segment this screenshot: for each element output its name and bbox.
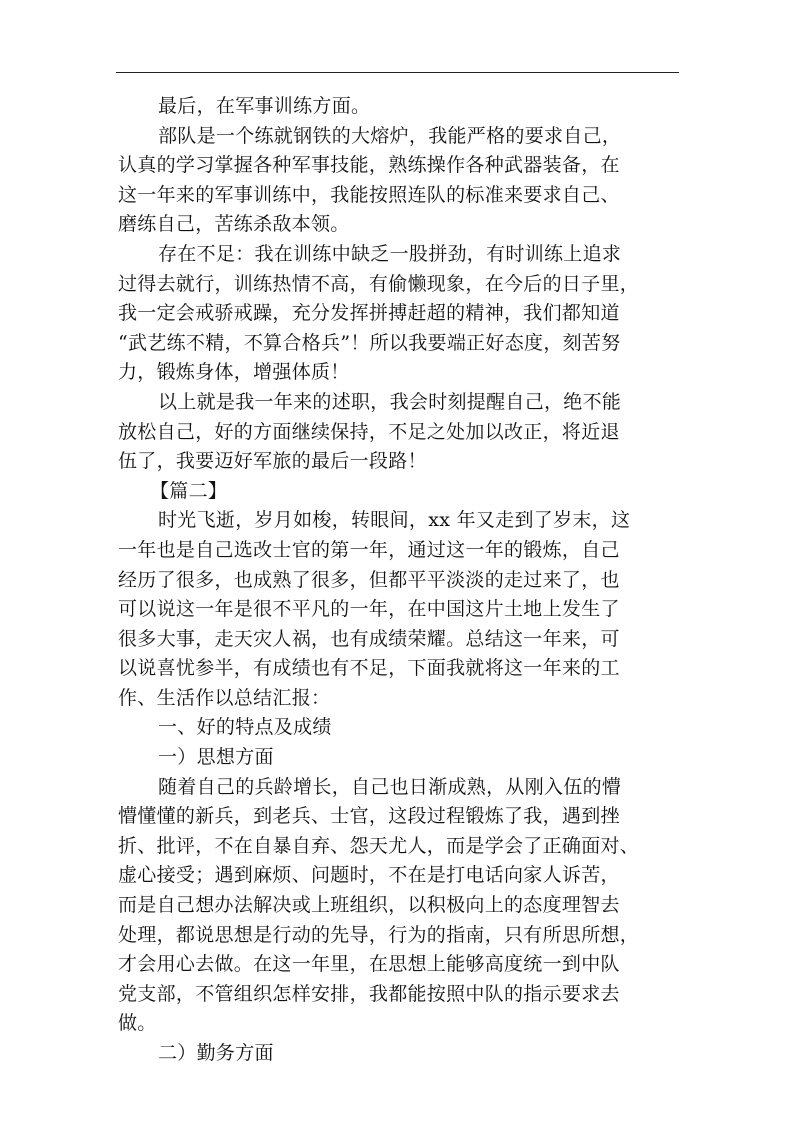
text-line: 虚心接受；遇到麻烦、问题时，不在是打电话向家人诉苦， xyxy=(118,864,620,887)
text-line: 我一定会戒骄戒躁，充分发挥拼搏赶超的精神，我们都知道 xyxy=(118,302,620,325)
text-line: 部队是一个练就钢铁的大熔炉，我能严格的要求自己， xyxy=(158,124,622,147)
header-rule xyxy=(116,72,679,73)
text-line: 伍了，我要迈好军旅的最后一段路！ xyxy=(118,450,427,473)
section-heading: 【篇二】 xyxy=(150,479,228,502)
subsection-heading: 一、好的特点及成绩 xyxy=(158,716,332,739)
text-line: 认真的学习掌握各种军事技能，熟练操作各种武器装备，在 xyxy=(118,154,620,177)
text-line: 懵懂懂的新兵，到老兵、士官，这段过程锻炼了我，遇到挫 xyxy=(118,805,620,828)
text-line: 折、批评，不在自暴自弃、怨天尤人，而是学会了正确面对、 xyxy=(118,834,640,857)
text-line: 这一年来的军事训练中，我能按照连队的标准来要求自己、 xyxy=(118,183,620,206)
text-line: 时光飞逝，岁月如梭，转眼间，xx 年又走到了岁末，这 xyxy=(158,509,631,532)
text-line: 过得去就行，训练热情不高，有偷懒现象，在今后的日子里， xyxy=(118,272,640,295)
text-line: “武艺练不精，不算合格兵”！所以我要端正好态度，刻苦努 xyxy=(118,331,621,354)
text-line: 随着自己的兵龄增长，自己也日渐成熟，从刚入伍的懵 xyxy=(158,775,622,798)
document-body xyxy=(118,92,678,1069)
text-line: 一年也是自己选改士官的第一年，通过这一年的锻炼，自己 xyxy=(118,538,620,561)
text-line: 才会用心去做。在这一年里，在思想上能够高度统一到中队 xyxy=(118,953,620,976)
text-line: 做。 xyxy=(118,1012,157,1035)
text-line: 力，锻炼身体，增强体质！ xyxy=(118,361,350,384)
text-line: 放松自己，好的方面继续保持，不足之处加以改正，将近退 xyxy=(118,420,620,443)
text-line: 经历了很多，也成熟了很多，但都平平淡淡的走过来了，也 xyxy=(118,568,620,591)
text-line: 以说喜忧参半，有成绩也有不足，下面我就将这一年来的工 xyxy=(118,657,620,680)
text-line: 处理，都说思想是行动的先导，行为的指南，只有所思所想， xyxy=(118,923,640,946)
text-line: 存在不足：我在训练中缺乏一股拼劲，有时训练上追求 xyxy=(158,242,622,265)
text-line: 可以说这一年是很不平凡的一年，在中国这片土地上发生了 xyxy=(118,598,620,621)
text-line: 作、生活作以总结汇报： xyxy=(118,686,331,709)
text-line: 以上就是我一年来的述职，我会时刻提醒自己，绝不能 xyxy=(158,390,622,413)
subsection-heading: 二）勤务方面 xyxy=(158,1042,274,1064)
text-line: 最后，在军事训练方面。 xyxy=(158,95,371,117)
text-line: 党支部，不管组织怎样安排，我都能按照中队的指示要求去 xyxy=(118,982,620,1005)
text-line: 磨练自己，苦练杀敌本领。 xyxy=(118,213,350,236)
text-line: 很多大事，走天灾人祸，也有成绩荣耀。总结这一年来，可 xyxy=(118,627,620,650)
subsection-heading: 一）思想方面 xyxy=(158,746,274,769)
text-line: 而是自己想办法解决或上班组织，以积极向上的态度理智去 xyxy=(118,894,620,917)
